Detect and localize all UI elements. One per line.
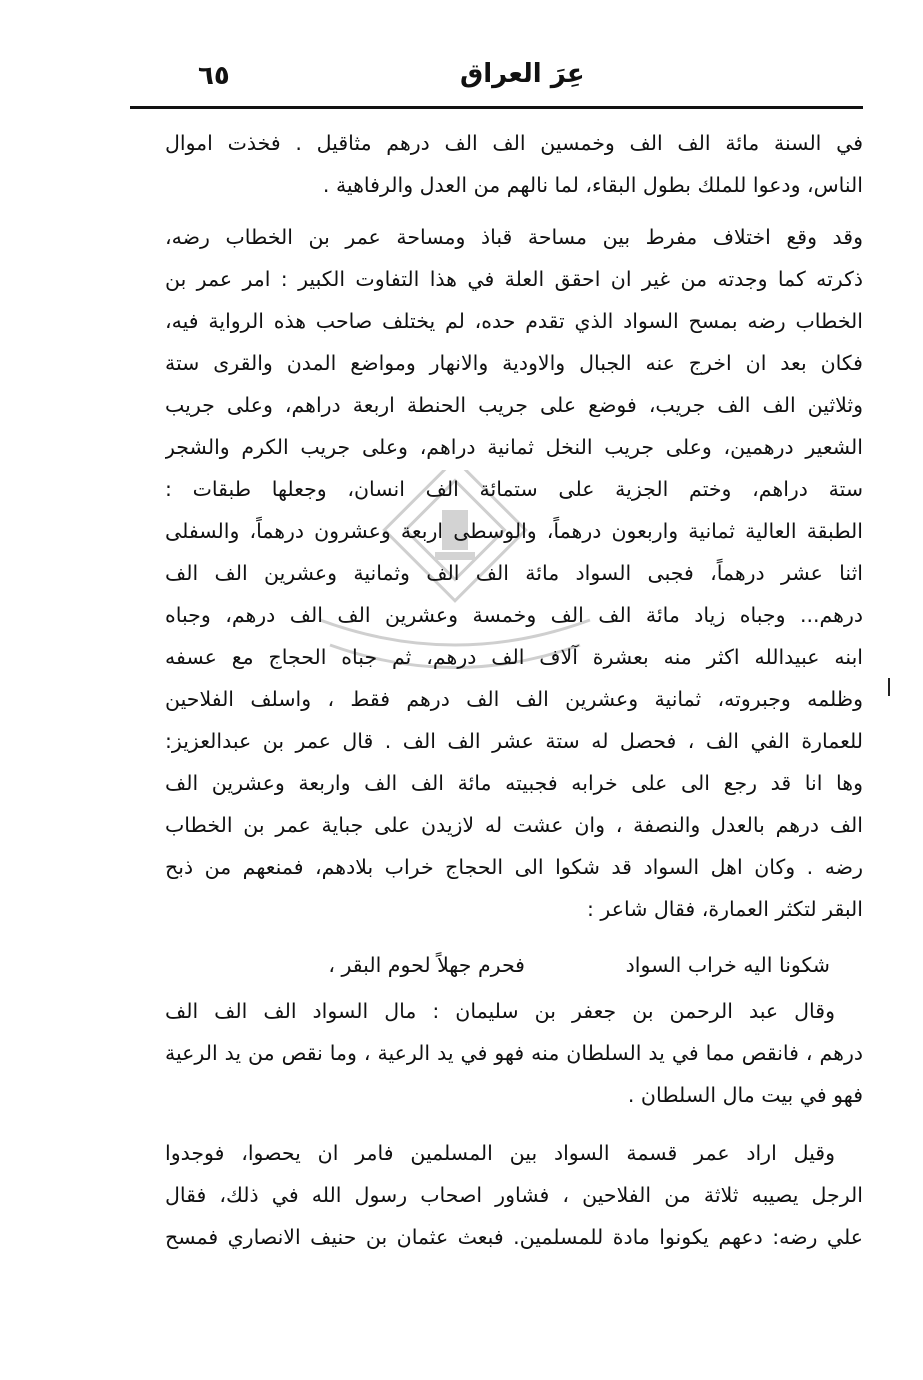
text-line: البقر لتكثر العمارة، فقال شاعر : [586,897,863,921]
text-line: الف درهم بالعدل والنصفة ، وان عشت له لازيدن على جباية عمر بن الخطاب [165,813,863,837]
text-line: في السنة مائة الف الف وخمسين الف الف درهم مثاقيل . فخذت اموال [165,131,863,155]
text-line: درهم... وجباه زياد مائة الف الف وخمسة وعشرين الف الف درهم، وجباه [165,603,863,627]
page-number: ٦٥ [198,61,230,91]
text-line: رضه . وكان اهل السواد قد شكوا الى الحجاج خراب بلادهم، فمنعهم من ذبح [165,855,863,879]
verse-hemistich-left: فحرم جهلاً لحوم البقر ، [328,953,525,977]
text-line: فهو في بيت مال السلطان . [627,1083,863,1107]
text-line: درهم ، فانقص مما في يد السلطان منه فهو في يد الرعية ، وما نقص من يد الرعية [165,1041,863,1065]
verse-hemistich-right: شكونا اليه خراب السواد [625,953,830,977]
margin-mark [888,678,890,696]
text-line: وقال عبد الرحمن بن جعفر بن سليمان : مال السواد الف الف الف [165,999,835,1023]
text-line: وظلمه وجبروته، ثمانية وعشرين الف الف درهم فقط ، واسلف الفلاحين [165,687,863,711]
text-line: وها انا قد رجع الى على خرابه فجبيته مائة الف الف واربعة وعشرين الف [165,771,863,795]
header-rule [130,106,863,109]
text-line: وثلاثين الف الف جريب، فوضع على جريب الحنطة اربعة دراهم، وعلى جريب [165,393,863,417]
text-line: وقيل اراد عمر قسمة السواد بين المسلمين فامر ان يحصوا، فوجدوا [165,1141,835,1165]
text-line: ستة دراهم، وختم الجزية على ستمائة الف انسان، وجعلها طبقات : [165,477,863,501]
running-head: عِرَ العراق [460,59,585,89]
text-line: فكان بعد ان اخرج عنه الجبال والاودية والانهار ومواضع المدن والقرى ستة [165,351,863,375]
text-line: الناس، ودعوا للملك بطول البقاء، لما نالهم من العدل والرفاهية . [322,173,863,197]
text-line: ابنه عبيدالله اكثر منه بعشرة آلاف الف درهم، ثم جباه الحجاج مع عسفه [165,645,863,669]
text-line: الطبقة العالية ثمانية واربعون درهماً، والوسطى اربعة وعشرون درهماً، والسفلى [165,519,863,543]
text-line: الخطاب رضه بمسح السواد الذي تقدم حده، لم يختلف صاحب هذه الرواية فيه، [165,309,863,333]
text-line: اثنا عشر درهماً، فجبى السواد مائة الف الف وثمانية وعشرين الف الف [165,561,863,585]
text-line: وقد وقع اختلاف مفرط بين مساحة قباذ ومساحة عمر بن الخطاب رضه، [165,225,863,249]
text-line: علي رضه: دعهم يكونوا مادة للمسلمين. فبعث عثمان بن حنيف الانصاري فمسح [165,1225,863,1249]
text-line: الرجل يصيبه ثلاثة من الفلاحين ، فشاور اصحاب رسول الله في ذلك، فقال [165,1183,863,1207]
text-line: الشعير درهمين، وعلى جريب النخل ثمانية دراهم، وعلى جريب الكرم والشجر [165,435,863,459]
text-line: ذكرته كما وجدته من غير ان احقق العلة في هذا التفاوت الكبير : امر عمر بن [165,267,863,291]
page-header [130,55,860,105]
text-line: للعمارة الفي الف ، فحصل له ستة عشر الف الف . قال عمر بن عبدالعزيز: [165,729,863,753]
